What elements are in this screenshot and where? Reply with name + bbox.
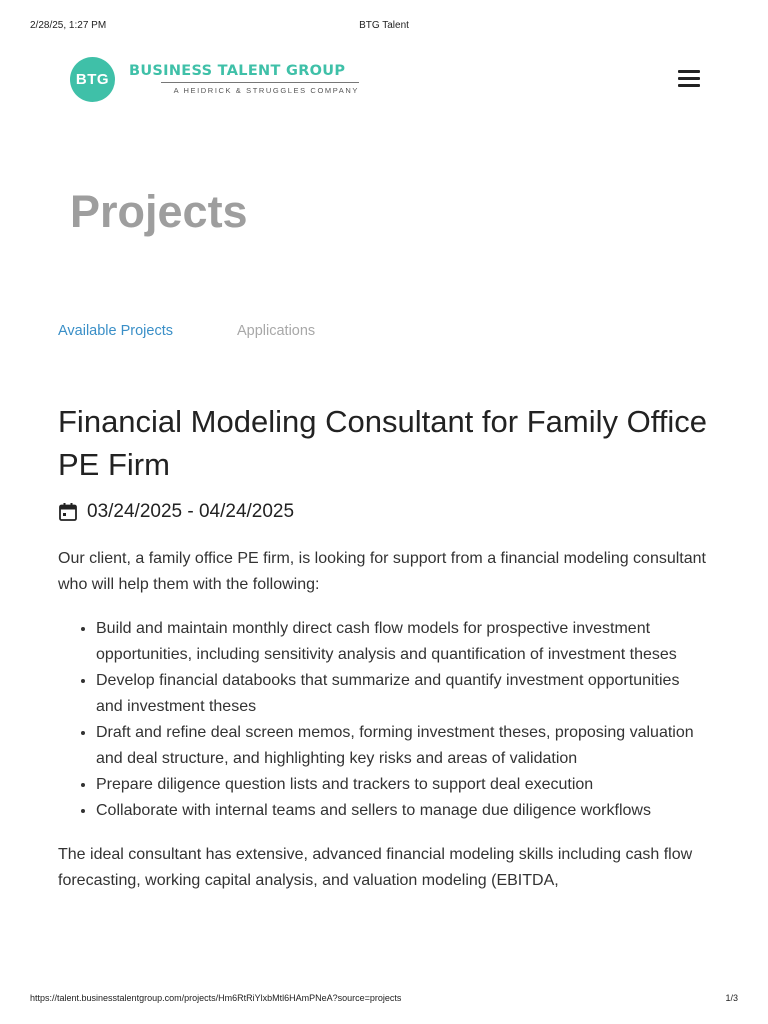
list-item: • Develop financial databooks that summarize and quantify investment opportunities and investment theses — [96, 668, 708, 720]
menu-bar — [678, 84, 700, 87]
job-date-range — [58, 499, 294, 525]
print-header — [30, 20, 738, 34]
responsibilities-list — [58, 616, 708, 824]
logo-tagline: A HEIDRICK & STRUGGLES COMPANY — [173, 86, 359, 95]
list-item: • Draft and refine deal screen memos, forming investment theses, proposing valuation and deal structure, and highlighting key risks and areas of validation — [96, 720, 708, 772]
page-title: Projects — [70, 186, 248, 237]
job-description — [58, 546, 708, 894]
print-footer — [30, 993, 738, 1007]
hamburger-menu-icon[interactable] — [678, 70, 700, 90]
print-page-title: BTG Talent — [359, 20, 409, 31]
list-item: • Collaborate with internal teams and sellers to manage due diligence workflows — [96, 798, 708, 824]
calendar-icon — [58, 502, 78, 522]
logo-company-name: BUSINESS TALENT GROUP — [129, 63, 346, 79]
print-page-number: 1/3 — [725, 993, 738, 1003]
print-url: https://talent.businesstalentgroup.com/projects/Hm6RtRiYlxbMtl6HAmPNeA?source=projects — [30, 993, 402, 1003]
job-ideal-candidate: The ideal consultant has extensive, advanced financial modeling skills including cash flow forecasting, working capital analysis, and valuation modeling (EBITDA, — [58, 846, 693, 889]
job-title: Financial Modeling Consultant for Family Office PE Firm — [58, 404, 707, 482]
logo-divider — [161, 82, 359, 83]
list-item: • Prepare diligence question lists and trackers to support deal execution — [96, 772, 708, 798]
tab-available-projects[interactable]: Available Projects — [58, 323, 173, 339]
print-datetime: 2/28/25, 1:27 PM — [30, 20, 107, 31]
menu-bar — [678, 77, 700, 80]
job-intro: Our client, a family office PE firm, is looking for support from a financial modeling consultant who will help them with the following: — [58, 550, 706, 593]
job-dates: 03/24/2025 - 04/24/2025 — [87, 501, 295, 522]
logo-mark[interactable]: BTG — [70, 57, 115, 102]
tab-applications[interactable]: Applications — [237, 323, 316, 339]
site-header — [70, 56, 700, 104]
list-item: • Build and maintain monthly direct cash flow models for prospective investment opportunities, including sensitivity analysis and quantification of investment theses — [96, 616, 708, 668]
menu-bar — [678, 70, 700, 73]
logo-wordmark[interactable] — [129, 62, 369, 95]
